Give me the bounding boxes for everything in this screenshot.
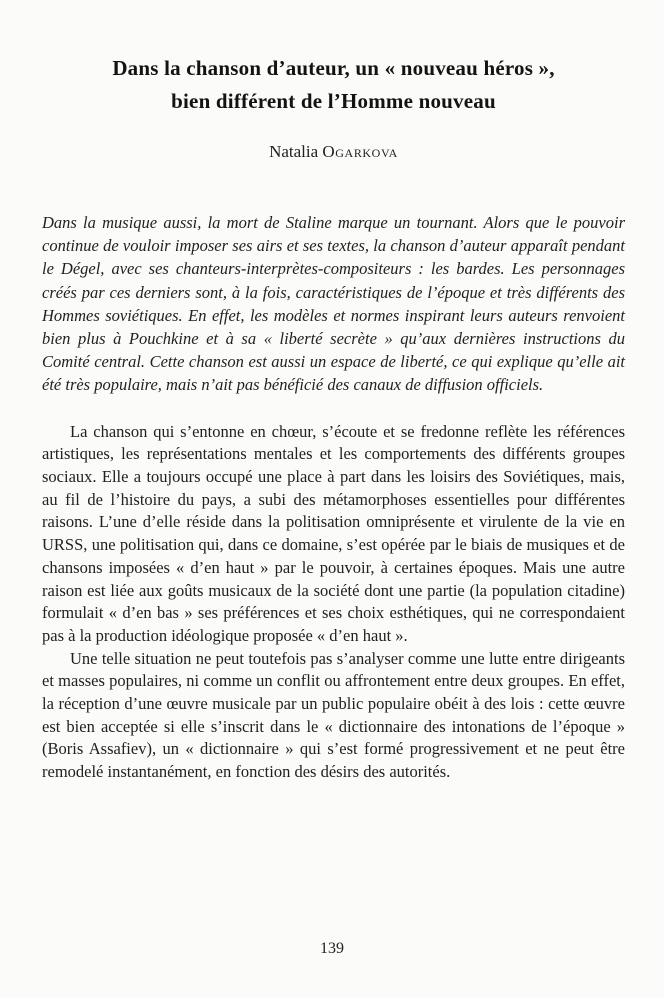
abstract-paragraph: Dans la musique aussi, la mort de Staline marque un tournant. Alors que le pouvoir continue de vouloir imposer ses airs et ses textes, la chanson d’auteur apparaît pendant le Dégel, avec ses chanteurs-interprètes-compositeurs : les bardes. Les personnages créés par ces derniers sont, à la fois, caractéristiques de l’époque et très différents des Hommes soviétiques. En effet, les modèles et normes inspirant leurs auteurs renvoient bien plus à Pouchkine et à sa « liberté secrète » qu’aux dernières instructions du Comité central. Cette chanson est aussi un espace de liberté, ce qui explique qu’elle ait été très populaire, mais n’ait pas bénéficié des canaux de diffusion officiels. [42,213,625,395]
article-title-line-2: bien différent de l’Homme nouveau [171,89,496,113]
body-paragraph-2: Une telle situation ne peut toutefois pas s’analyser comme une lutte entre dirigeants et masses populaires, ni comme un conflit ou affrontement entre deux groupes. En effet, la réception d’une œuvre musicale par un public populaire obéit à des lois : cette œuvre est bien acceptée si elle s’inscrit dans le « dictionnaire des intonations de l’époque » (Boris Assafiev), un « dictionnaire » qui s’est formé progressivement et ne peut être remodelé instantanément, en fonction des désirs des autorités. [42,648,625,782]
author-name [42,140,625,163]
article-title [42,52,625,118]
article-title-line-1: Dans la chanson d’auteur, un « nouveau héros », [112,56,555,80]
author-first-name: Natalia [269,142,319,161]
page-number: 139 [320,940,344,957]
body-paragraph-1: La chanson qui s’entonne en chœur, s’écoute et se fredonne reflète les références artistiques, les représentations mentales et les comportements des différents groupes sociaux. Elle a toujours occupé une place à part dans les loisirs des Soviétiques, mais, au fil de l’histoire du pays, a subi des métamorphoses essentielles pour différentes raisons. L’une d’elle réside dans la politisation omniprésente et virulente de la vie en URSS, une politisation qui, dans ce domaine, s’est opérée par le biais de musiques et de chansons imposées « d’en haut » par le pouvoir, à certaines époques. Mais une autre raison est liée aux goûts musicaux de la société dont une partie (la population citadine) formulait « d’en bas » ses préférences et ses choix esthétiques, qui ne correspondaient pas à la production idéologique proposée « d’en haut ». [42,421,625,645]
author-last-name: Ogarkova [322,142,398,161]
